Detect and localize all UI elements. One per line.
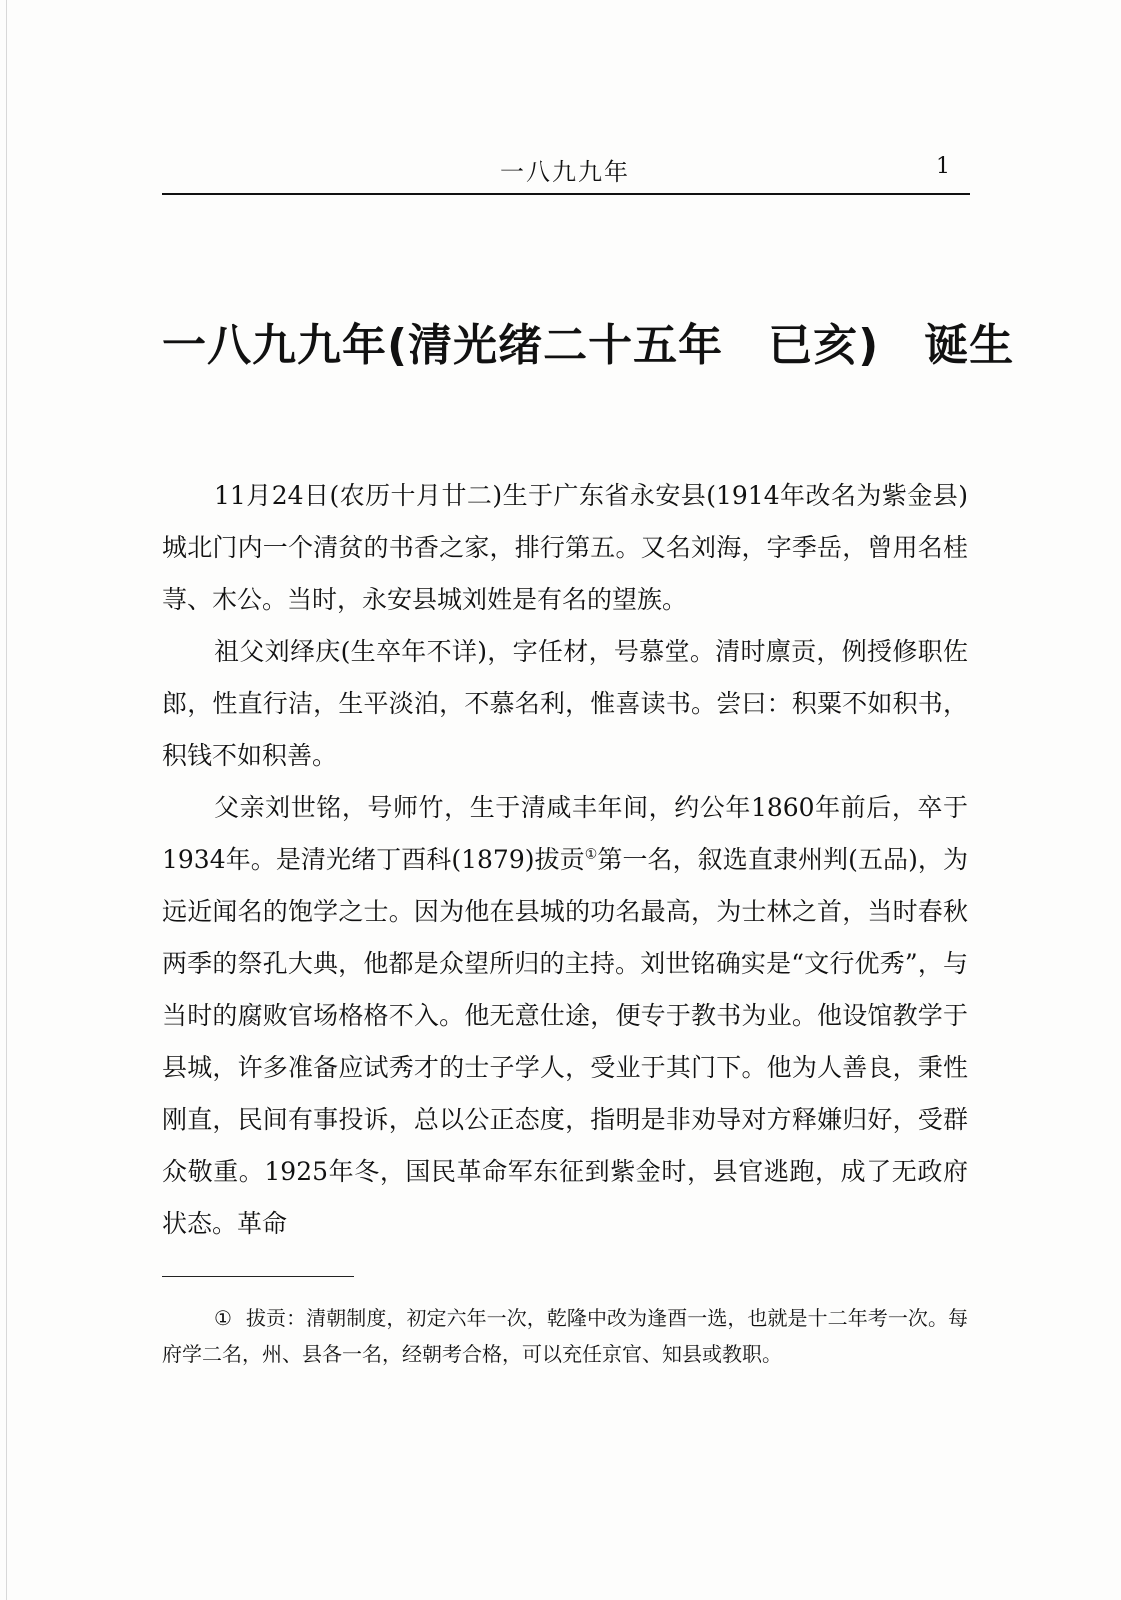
footnote-marker: ① xyxy=(214,1306,232,1330)
footnote-reference: ① xyxy=(584,846,598,863)
footnote-paragraph xyxy=(162,1300,968,1372)
paragraph-birth: 11月24日(农历十月廿二)生于广东省永安县(1914年改名为紫金县)城北门内一个清贫的书香之家，排行第五。又名刘海，字季岳，曾用名桂荨、木公。当时，永安县城刘姓是有名的望族。 xyxy=(162,481,968,614)
running-title: 一八九九年 xyxy=(500,158,630,186)
page-number: 1 xyxy=(936,154,950,179)
paragraph-father-part1: 父亲刘世铭，号师竹，生于清咸丰年间，约公年1860年前后，卒于1934年。是清光绪丁酉科(1879)拔贡 xyxy=(162,793,968,874)
paragraph-father xyxy=(162,782,968,1250)
header-rule xyxy=(162,193,970,195)
chapter-title: 一八九九年(清光绪二十五年 已亥) 诞生 xyxy=(162,320,1015,371)
footnote xyxy=(162,1300,968,1372)
paragraph-grandfather: 祖父刘绎庆(生卒年不详)，字任材，号慕堂。清时廪贡，例授修职佐郎，性直行洁，生平淡泊，不慕名利，惟喜读书。尝曰：积粟不如积书，积钱不如积善。 xyxy=(162,637,968,770)
page-edge-line xyxy=(6,0,7,1600)
body-text xyxy=(162,470,968,1250)
paragraph-father-part2: 第一名，叙选直隶州判(五品)，为远近闻名的饱学之士。因为他在县城的功名最高，为士林之首，当时春秋两季的祭孔大典，他都是众望所归的主持。刘世铭确实是“文行优秀”，与当时的腐败官场格格不入。他无意仕途，便专于教书为业。他设馆教学于县城，许多准备应试秀才的士子学人，受业于其门下。他为人善良，秉性刚直，民间有事投诉，总以公正态度，指明是非劝导对方释嫌归好，受群众敬重。1925年冬，国民革命军东征到紫金时，县官逃跑，成了无政府状态。革命 xyxy=(162,845,968,1238)
footnote-text: 拔贡：清朝制度，初定六年一次，乾隆中改为逢酉一选，也就是十二年考一次。每府学二名，州、县各一名，经朝考合格，可以充任京官、知县或教职。 xyxy=(162,1306,969,1366)
running-header xyxy=(162,152,968,192)
footnote-rule xyxy=(162,1276,354,1277)
